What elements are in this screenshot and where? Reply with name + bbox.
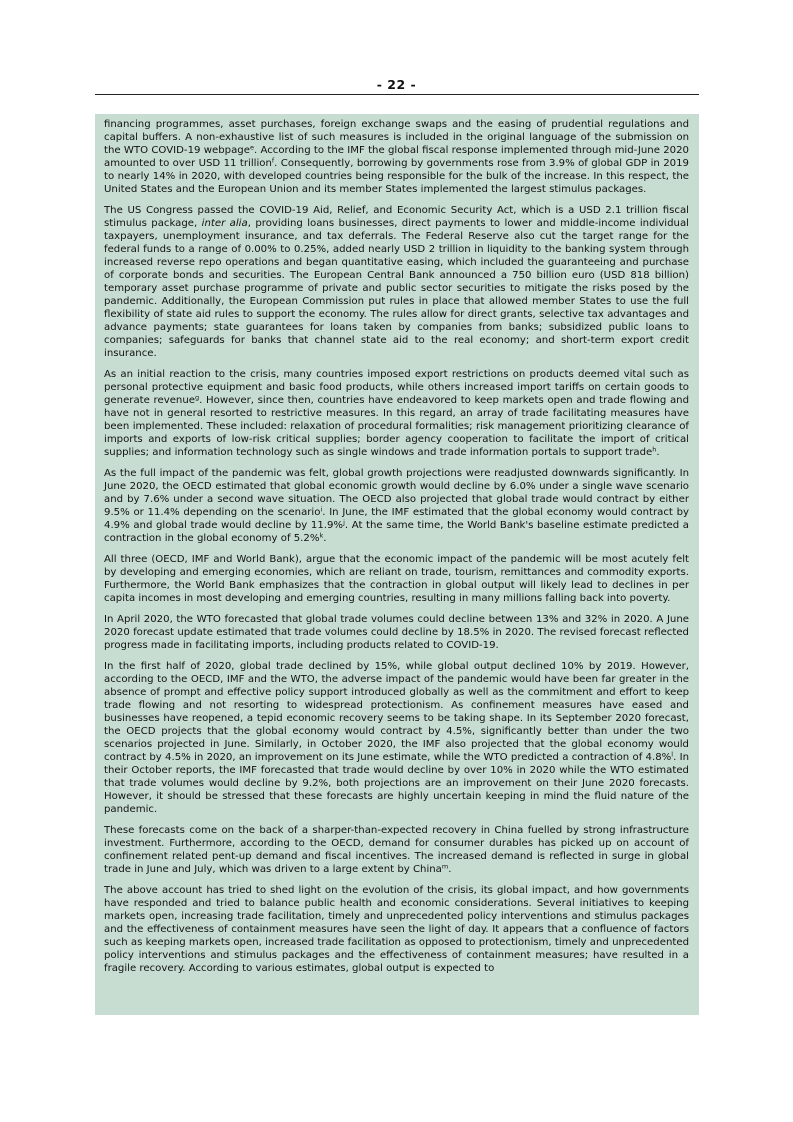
page-number: - 22 - (376, 77, 417, 92)
footnote-marker: l (671, 750, 674, 759)
paragraph-text: financing programmes, asset purchases, foreign exchange swaps and the easing of prudential regulations and capital buffers. A non-exhaustive list of such measures is included in the original language of the submission on the WTO COVID-19 webpage (104, 119, 689, 156)
paragraph-text: . (656, 447, 660, 458)
footnote-marker: g (195, 393, 200, 402)
paragraph-text: In April 2020, the WTO forecasted that global trade volumes could decline between 13% and 32% in 2020. A June 2020 forecast update estimated that trade volumes could decline by 18.5% in 2020. The revised forecast reflected progress made in facilitating imports, including products related to COVID-19. (104, 614, 689, 651)
paragraph-text: . According to the IMF the global fiscal response implemented through mid-June 2020 amounted to over USD 11 trillion (104, 145, 689, 169)
paragraph-text: . Consequently, borrowing by governments rose from 3.9% of global GDP in 2019 to nearly 14% in 2020, with developed countries being responsible for the bulk of the increase. In this respect, the United States and the European Union and its member States implemented the largest stimulus packages. (104, 158, 689, 195)
footnote-marker: k (319, 531, 324, 540)
body-paragraph (104, 553, 689, 605)
paragraph-text: . (323, 533, 327, 544)
body-paragraph (104, 368, 689, 459)
body-paragraph (104, 824, 689, 876)
paragraph-text: As an initial reaction to the crisis, many countries imposed export restrictions on products deemed vital such as personal protective equipment and basic food products, while others increased import tariffs on certain goods to generate revenue (104, 369, 689, 406)
italic-text: inter alia (201, 218, 248, 229)
body-paragraph (104, 467, 689, 545)
body-paragraph (104, 118, 689, 196)
footnote-marker: j (343, 518, 345, 527)
body-paragraph (104, 884, 689, 975)
body-paragraph (104, 660, 689, 816)
paragraph-text: . In June, the IMF estimated that the global economy would contract by 4.9% and global trade would decline by 11.9% (104, 507, 689, 531)
paragraph-text: The above account has tried to shed light on the evolution of the crisis, its global impact, and how governments have responded and tried to balance public health and economic considerations. Several initiatives to keeping markets open, increasing trade facilitation, timely and unprecedented policy interventions and stimulus packages and the effectiveness of containment measures have seen the light of day. It appears that a confluence of factors such as keeping markets open, increased trade facilitation as opposed to protectionism, timely and unprecedented policy interventions and stimulus packages and the effectiveness of containment measures; have resulted in a fragile recovery. According to various estimates, global output is expected to (104, 885, 689, 974)
body-paragraph (104, 613, 689, 652)
paragraph-text: As the full impact of the pandemic was felt, global growth projections were readjusted downwards significantly. In June 2020, the OECD estimated that global economic growth would decline by 6.0% under a single wave scenario and by 7.6% under a second wave situation. The OECD also projected that global trade would contract by either 9.5% or 11.4% depending on the scenario (104, 468, 689, 518)
paragraph-text: All three (OECD, IMF and World Bank), argue that the economic impact of the pandemic will be most acutely felt by developing and emerging economies, which are reliant on trade, tourism, remittances and commodity exports. Furthermore, the World Bank emphasizes that the contraction in global output will likely lead to declines in per capita incomes in most developing and emerging countries, resulting in many millions falling back into poverty. (104, 554, 689, 604)
shaded-text-box (95, 114, 699, 1015)
paragraph-text: . At the same time, the World Bank's baseline estimate predicted a contraction in the global economy of 5.2% (104, 520, 690, 544)
paragraph-text: These forecasts come on the back of a sharper-than-expected recovery in China fuelled by strong infrastructure investment. Furthermore, according to the OECD, demand for consumer durables has picked up on account of confinement related pent-up demand and fiscal incentives. The increased demand is reflected in surge in global trade in June and July, which was driven to a large extent by China (104, 825, 689, 875)
footnote-marker: f (271, 156, 275, 165)
footnote-marker: m (441, 862, 449, 871)
header-rule (95, 94, 699, 95)
footnote-marker: i (320, 505, 323, 514)
paragraph-text: In the first half of 2020, global trade declined by 15%, while global output declined 10% by 2019. However, according to the OECD, IMF and the WTO, the adverse impact of the pandemic would have been far greater in the absence of prompt and effective policy support introduced globally as well as the commitment and effort to keep trade flowing and not resorting to widespread protectionism. As confinement measures have eased and businesses have reopened, a tepid economic recovery seems to be taking shape. In its September 2020 forecast, the OECD projects that the global economy would contract by 4.5%, significantly better than under the two scenarios projected in June. Similarly, in October 2020, the IMF also projected that the global economy would contract by 4.5% in 2020, an improvement on its June estimate, while the WTO predicted a contraction of 4.8% (104, 661, 689, 763)
body-paragraph (104, 204, 689, 360)
paragraph-text: . In their October reports, the IMF forecasted that trade would decline by over 10% in 2020 while the WTO estimated that trade volumes would decline by 9.2%, both projections are an improvement on their June 2020 forecasts. However, it should be stressed that these forecasts are highly uncertain keeping in mind the fluid nature of the pandemic. (104, 752, 690, 815)
footnote-marker: e (249, 143, 254, 152)
paragraph-text: The US Congress passed the COVID-19 Aid, Relief, and Economic Security Act, which is a USD 2.1 trillion fiscal stimulus package, (104, 205, 689, 229)
paragraph-text: . (448, 864, 452, 875)
footnote-marker: h (652, 445, 657, 454)
paragraph-text: , providing loans businesses, direct payments to lower and middle-income individual taxpayers, unemployment insurance, and tax deferrals. The Federal Reserve also cut the target range for the federal funds to a range of 0.00% to 0.25%, added nearly USD 2 trillion in liquidity to the banking system through increased reverse repo operations and began quantitative easing, which included the guaranteeing and purchase of corporate bonds and securities. The European Central Bank announced a 750 billion euro (USD 818 billion) temporary asset purchase programme of private and public sector securities to mitigate the risks posed by the pandemic. Additionally, the European Commission put rules in place that allowed member States to use the full flexibility of state aid rules to support the economy. The rules allow for direct grants, selective tax advantages and advance payments; state guarantees for loans taken by companies from banks; subsidized public loans to companies; safeguards for banks that channel state aid to the real economy; and short-term export credit insurance. (104, 218, 689, 359)
paragraph-text: . However, since then, countries have endeavored to keep markets open and trade flowing and have not in general resorted to restrictive measures. In this regard, an array of trade facilitating measures have been implemented. These included: relaxation of procedural formalities; risk management prioritizing clearance of imports and exports of low-risk critical supplies; border agency cooperation to facilitate the import of critical supplies; and information technology such as single windows and trade information portals to support trade (104, 395, 689, 458)
